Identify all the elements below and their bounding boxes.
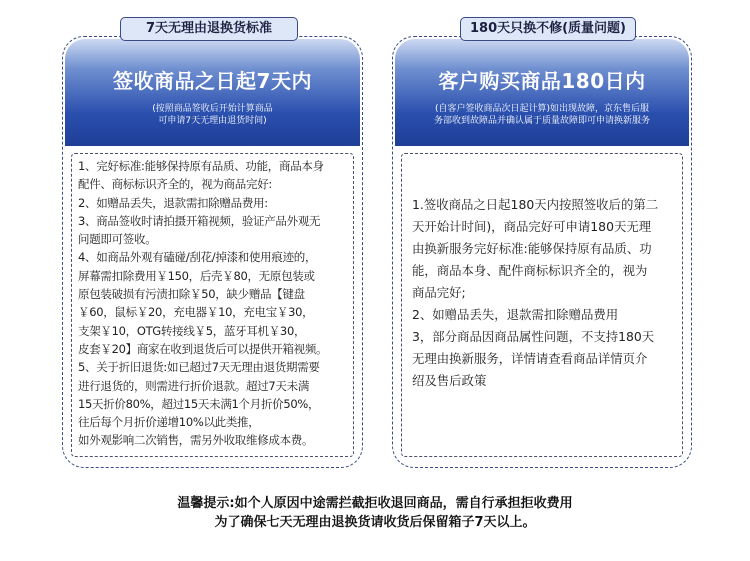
terms-line: 1.签收商品之日起180天内按照签收后的第二 bbox=[412, 197, 659, 212]
180-day-terms-box bbox=[401, 153, 683, 457]
subtitle-line: (自客户签收商品次日起计算)如出现故障，京东售后服 bbox=[434, 104, 650, 114]
terms-line: 原包装破损有污渍扣除￥50，缺少赠品【键盘 bbox=[78, 287, 305, 302]
warm-reminder-notice bbox=[0, 494, 750, 532]
180-day-terms-text bbox=[412, 194, 676, 392]
seven-day-card-subtitle bbox=[71, 103, 354, 127]
terms-line: 15天折价80%，超过15天未满1个月折价50%， bbox=[78, 396, 320, 411]
terms-line: 天开始计时间)，商品完好可申请180天无理 bbox=[412, 219, 652, 234]
terms-line: 2、如赠品丢失，退款需扣除赠品费用: bbox=[78, 195, 268, 210]
terms-line: 由换新服务完好标准:能够保持原有品质、功 bbox=[412, 241, 652, 256]
terms-line: 商品完好; bbox=[412, 285, 466, 300]
notice-line: 为了确保七天无理由退换货请收货后保留箱子7天以上。 bbox=[214, 515, 536, 530]
180-day-card-subtitle bbox=[401, 103, 683, 127]
seven-day-terms-text bbox=[78, 157, 347, 450]
terms-line: 能，商品本身、配件商标标识齐全的，视为 bbox=[412, 263, 648, 278]
seven-day-card-header bbox=[65, 39, 360, 146]
notice-line: 温馨提示:如个人原因中途需拦截拒收退回商品，需自行承担拒收费用 bbox=[177, 496, 573, 511]
terms-line: 支架￥10，OTG转接线￥5，蓝牙耳机￥30， bbox=[78, 323, 306, 338]
terms-line: 无理由换新服务，详情请查看商品详情页介 bbox=[412, 351, 648, 366]
terms-line: 3，部分商品因商品属性问题，不支持180天 bbox=[412, 329, 655, 344]
180-day-card-title: 客户购买商品180日内 bbox=[438, 69, 646, 93]
subtitle-line: 可申请7天无理由退货时间) bbox=[158, 116, 267, 126]
terms-line: 4、如商品外观有磕碰/刮花/掉漆和使用痕迹的， bbox=[78, 250, 317, 265]
terms-line: 1、完好标准:能够保持原有品质、功能，商品本身 bbox=[78, 159, 324, 173]
seven-day-card-title: 签收商品之日起7天内 bbox=[113, 69, 312, 93]
subtitle-line: (按照商品签收后开始计算商品 bbox=[152, 104, 273, 114]
terms-line: 进行退货的，则需进行折价退款。超过7天未满 bbox=[78, 378, 310, 393]
terms-line: 绍及售后政策 bbox=[412, 373, 487, 388]
terms-line: 往后每个月折价递增10%以此类推， bbox=[78, 415, 260, 430]
180-day-card-header bbox=[395, 39, 689, 146]
180-day-exchange-tag: 180天只换不修(质量问题) bbox=[460, 17, 636, 41]
terms-line: 5、关于折旧退货:如已超过7天无理由退货期需要 bbox=[78, 360, 320, 375]
terms-line: ￥60，鼠标￥20，充电器￥10，充电宝￥30， bbox=[78, 305, 314, 320]
terms-line: 如外观影响二次销售，需另外收取维修成本费。 bbox=[78, 433, 314, 448]
terms-line: 2、如赠品丢失，退款需扣除赠品费用 bbox=[412, 307, 619, 322]
seven-day-return-card bbox=[62, 36, 363, 468]
terms-line: 问题即可签收。 bbox=[78, 232, 157, 247]
180-day-exchange-card bbox=[392, 36, 692, 468]
seven-day-terms-box bbox=[71, 153, 354, 457]
terms-line: 屏幕需扣除费用￥150，后壳￥80，无原包装或 bbox=[78, 268, 315, 283]
seven-day-return-tag: 7天无理由退换货标准 bbox=[120, 17, 298, 41]
terms-line: 皮套￥20】商家在收到退货后可以提供开箱视频。 bbox=[78, 341, 328, 356]
terms-line: 3、商品签收时请拍摄开箱视频，验证产品外观无 bbox=[78, 213, 321, 228]
subtitle-line: 务部收到故障品并确认属于质量故障即可申请换新服务 bbox=[433, 116, 650, 126]
terms-line: 配件、商标标识齐全的，视为商品完好: bbox=[78, 177, 272, 192]
